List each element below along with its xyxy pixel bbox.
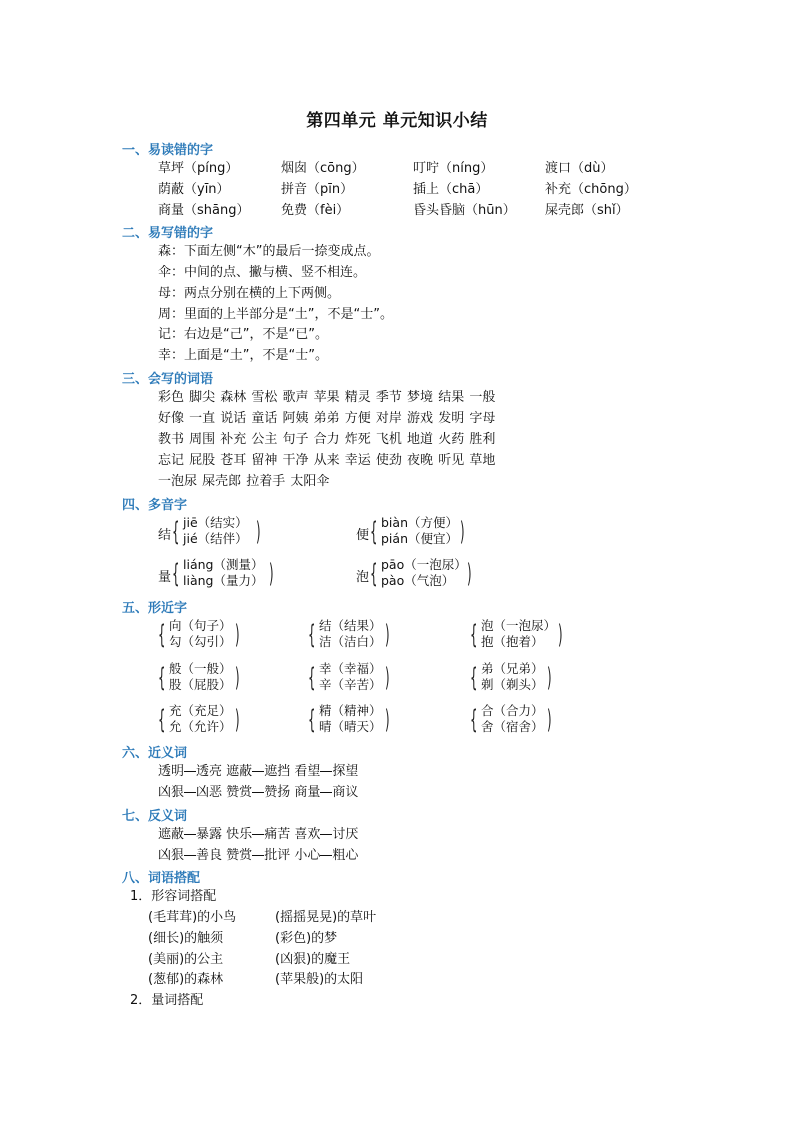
dash	[252, 855, 264, 856]
word-cell: 草坪（píng）	[158, 161, 239, 176]
polyphone-char: 结	[158, 528, 172, 543]
dash	[320, 771, 332, 772]
word: 遮挡	[264, 764, 291, 779]
similar-char-1: 般（一般）	[169, 661, 232, 676]
right-brace: )	[385, 663, 390, 693]
word: 商议	[332, 785, 359, 800]
similar-char-2: 勾（勾引）	[169, 634, 232, 649]
left-brace: {	[172, 559, 180, 589]
similar-char-group	[308, 661, 398, 695]
word-cell: 商量（shāng）	[158, 203, 250, 218]
word: 透亮	[196, 764, 223, 779]
reading-2: pào（气泡）	[381, 573, 455, 588]
right-brace: )	[558, 620, 563, 650]
reading-2: jié（结伴）	[183, 531, 248, 546]
word: 商量	[294, 785, 321, 800]
text-line: 森：下面左侧“木”的最后一捺变成点。	[158, 244, 380, 259]
word: 探望	[332, 764, 359, 779]
right-brace: )	[460, 517, 465, 547]
word: 看望	[294, 764, 321, 779]
similar-char-group	[158, 618, 248, 652]
word-line: 彩色 脚尖 森林 雪松 歌声 苹果 精灵 季节 梦境 结果 一般	[158, 390, 496, 405]
word-cell: 叮咛（níng）	[413, 161, 494, 176]
similar-char-group	[158, 661, 248, 695]
word: 遮蔽	[226, 764, 253, 779]
word: 批评	[264, 848, 291, 863]
word-line: 忘记 屁股 苍耳 留神 干净 从来 幸运 使劲 夜晚 听见 草地	[158, 453, 496, 468]
right-brace: )	[467, 559, 472, 589]
reading-1: biàn（方便）	[381, 515, 458, 530]
word: 透明	[158, 764, 185, 779]
section-heading-7: 七、反义词	[122, 809, 188, 824]
left-brace: {	[308, 620, 316, 650]
polyphone-group	[370, 557, 480, 591]
left-brace: {	[158, 663, 166, 693]
dash	[252, 834, 264, 835]
similar-char-group	[158, 703, 248, 737]
synonym-row	[158, 783, 358, 803]
collocation: (葱郁)的森林	[148, 972, 224, 987]
similar-char-1: 精（精神）	[319, 703, 382, 718]
similar-char-group	[470, 661, 560, 695]
word-line: 好像 一直 说话 童话 阿姨 弟弟 方便 对岸 游戏 发明 字母	[158, 411, 496, 426]
word: 暴露	[196, 827, 223, 842]
similar-char-1: 幸（幸福）	[319, 661, 382, 676]
similar-char-group	[308, 618, 398, 652]
left-brace: {	[308, 663, 316, 693]
word: 小心	[294, 848, 321, 863]
collocation: (摇摇晃晃)的草叶	[275, 910, 377, 925]
left-brace: {	[370, 517, 378, 547]
antonym-row	[158, 846, 358, 866]
word-cell: 屎壳郎（shǐ）	[545, 203, 629, 218]
section-heading-5: 五、形近字	[122, 601, 188, 616]
right-brace: )	[385, 620, 390, 650]
similar-char-2: 股（屁股）	[169, 677, 232, 692]
word: 讨厌	[332, 827, 359, 842]
left-brace: {	[172, 517, 180, 547]
similar-char-group	[470, 703, 560, 737]
dash	[252, 792, 264, 793]
word: 遮蔽	[158, 827, 185, 842]
word-line: 教书 周围 补充 公主 句子 合力 炸死 飞机 地道 火药 胜利	[158, 432, 496, 447]
polyphone-group	[370, 515, 480, 549]
reading-2: pián（便宜）	[381, 531, 458, 546]
similar-char-1: 泡（一泡尿）	[481, 618, 557, 633]
right-brace: )	[547, 705, 552, 735]
similar-char-2: 抱（抱着）	[481, 634, 544, 649]
word: 快乐	[226, 827, 253, 842]
dash	[320, 834, 332, 835]
dash	[184, 834, 196, 835]
section-heading-4: 四、多音字	[122, 498, 188, 513]
word: 善良	[196, 848, 223, 863]
word: 赞扬	[264, 785, 291, 800]
collocation: (苹果般)的太阳	[275, 972, 364, 987]
dash	[252, 771, 264, 772]
reading-2: liàng（量力）	[183, 573, 264, 588]
word: 赞赏	[226, 848, 253, 863]
polyphone-group	[172, 557, 282, 591]
text-line: 周：里面的上半部分是“土”，不是“士”。	[158, 307, 393, 322]
similar-char-1: 向（句子）	[169, 618, 232, 633]
page-title: 第四单元 单元知识小结	[306, 111, 488, 131]
dash	[184, 792, 196, 793]
similar-char-2: 洁（洁白）	[319, 634, 382, 649]
word-cell: 拼音（pīn）	[281, 182, 354, 197]
collocation: (毛茸茸)的小鸟	[148, 910, 237, 925]
polyphone-char: 量	[158, 570, 172, 585]
similar-char-2: 舍（宿舍）	[481, 719, 544, 734]
right-brace: )	[256, 517, 261, 547]
section-heading-8: 八、词语搭配	[122, 871, 201, 886]
reading-1: liáng（测量）	[183, 557, 264, 572]
subheading: 2．量词搭配	[130, 993, 204, 1008]
word-cell: 昏头昏脑（hūn）	[413, 203, 516, 218]
collocation: (细长)的触须	[148, 931, 224, 946]
text-line: 幸：上面是“土”，不是“士”。	[158, 348, 328, 363]
text-line: 伞：中间的点、撇与横、竖不相连。	[158, 265, 367, 280]
section-heading-3: 三、会写的词语	[122, 372, 214, 387]
right-brace: )	[269, 559, 274, 589]
left-brace: {	[470, 663, 478, 693]
antonym-row	[158, 825, 358, 845]
polyphone-char: 泡	[356, 570, 370, 585]
word: 痛苦	[264, 827, 291, 842]
similar-char-1: 合（合力）	[481, 703, 544, 718]
right-brace: )	[235, 705, 240, 735]
left-brace: {	[158, 705, 166, 735]
word-cell: 烟囱（cōng）	[281, 161, 365, 176]
right-brace: )	[547, 663, 552, 693]
synonym-row	[158, 762, 358, 782]
section-heading-2: 二、易写错的字	[122, 226, 214, 241]
similar-char-2: 允（允许）	[169, 719, 232, 734]
word: 凶恶	[196, 785, 223, 800]
similar-char-group	[308, 703, 398, 737]
word: 喜欢	[294, 827, 321, 842]
polyphone-char: 便	[356, 528, 370, 543]
right-brace: )	[235, 663, 240, 693]
collocation: (彩色)的梦	[275, 931, 338, 946]
word-line: 一泡尿 屎壳郎 拉着手 太阳伞	[158, 474, 330, 489]
word-cell: 免费（fèi）	[281, 203, 350, 218]
word: 凶狠	[158, 848, 185, 863]
text-line: 母：两点分别在横的上下两侧。	[158, 286, 341, 301]
dash	[184, 771, 196, 772]
similar-char-2: 晴（晴天）	[319, 719, 382, 734]
text-line: 记：右边是“己”，不是“已”。	[158, 327, 328, 342]
reading-1: pāo（一泡尿）	[381, 557, 467, 572]
word-cell: 渡口（dù）	[545, 161, 614, 176]
left-brace: {	[470, 705, 478, 735]
left-brace: {	[158, 620, 166, 650]
dash	[184, 855, 196, 856]
word: 粗心	[332, 848, 359, 863]
word: 赞赏	[226, 785, 253, 800]
similar-char-1: 结（结果）	[319, 618, 382, 633]
section-heading-1: 一、易读错的字	[122, 143, 214, 158]
collocation: (凶狠)的魔王	[275, 952, 351, 967]
similar-char-1: 弟（兄弟）	[481, 661, 544, 676]
section-heading-6: 六、近义词	[122, 746, 188, 761]
right-brace: )	[235, 620, 240, 650]
word-cell: 插上（chā）	[413, 182, 489, 197]
subheading: 1．形容词搭配	[130, 889, 217, 904]
similar-char-group	[470, 618, 570, 652]
left-brace: {	[470, 620, 478, 650]
similar-char-2: 剃（剃头）	[481, 677, 544, 692]
dash	[320, 855, 332, 856]
right-brace: )	[385, 705, 390, 735]
reading-1: jiē（结实）	[183, 515, 248, 530]
similar-char-2: 辛（辛苦）	[319, 677, 382, 692]
word-cell: 荫蔽（yīn）	[158, 182, 230, 197]
collocation: (美丽)的公主	[148, 952, 224, 967]
polyphone-group	[172, 515, 282, 549]
similar-char-1: 充（充足）	[169, 703, 232, 718]
word-cell: 补充（chōng）	[545, 182, 637, 197]
dash	[320, 792, 332, 793]
left-brace: {	[370, 559, 378, 589]
left-brace: {	[308, 705, 316, 735]
word: 凶狠	[158, 785, 185, 800]
